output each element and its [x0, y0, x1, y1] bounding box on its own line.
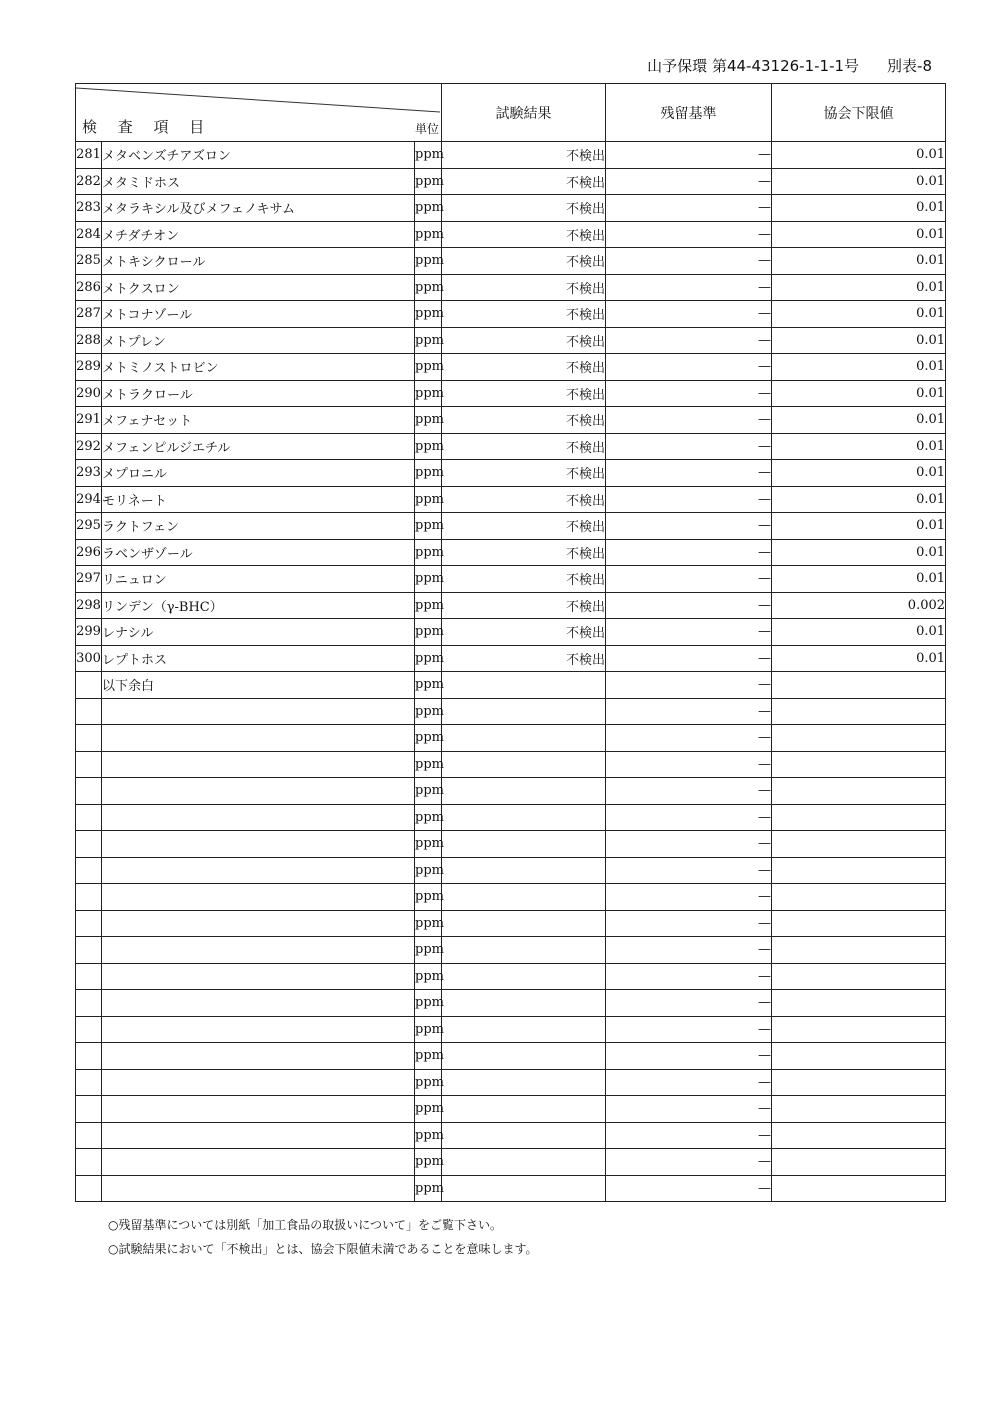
row-item-name	[102, 910, 415, 937]
table-row	[76, 248, 946, 275]
row-limit: 0.01	[772, 327, 946, 354]
row-standard: —	[606, 1043, 772, 1070]
row-number	[76, 857, 102, 884]
row-standard: —	[606, 195, 772, 222]
row-item-name: メトプレン	[102, 327, 415, 354]
row-number: 296	[76, 539, 102, 566]
row-result	[442, 672, 606, 699]
row-result	[442, 1149, 606, 1176]
row-unit: ppm	[415, 486, 442, 513]
row-unit: ppm	[415, 1175, 442, 1202]
row-limit	[772, 990, 946, 1017]
table-row	[76, 963, 946, 990]
row-item-name: メフェナセット	[102, 407, 415, 434]
row-limit	[772, 1096, 946, 1123]
table-row	[76, 168, 946, 195]
table-row	[76, 672, 946, 699]
table-row	[76, 221, 946, 248]
row-standard: —	[606, 698, 772, 725]
row-result	[442, 698, 606, 725]
row-result: 不検出	[442, 142, 606, 169]
doc-number: 山予保環 第44-43126-1-1-1号	[647, 57, 860, 75]
table-row	[76, 1043, 946, 1070]
row-limit: 0.01	[772, 486, 946, 513]
row-limit	[772, 1069, 946, 1096]
table-row	[76, 884, 946, 911]
row-limit: 0.01	[772, 380, 946, 407]
row-unit: ppm	[415, 301, 442, 328]
table-row	[76, 1016, 946, 1043]
row-number: 283	[76, 195, 102, 222]
results-table	[75, 83, 946, 1202]
row-unit: ppm	[415, 354, 442, 381]
row-limit	[772, 831, 946, 858]
row-item-name	[102, 990, 415, 1017]
row-result: 不検出	[442, 539, 606, 566]
row-standard: —	[606, 248, 772, 275]
table-row	[76, 407, 946, 434]
row-number	[76, 1175, 102, 1202]
row-number	[76, 672, 102, 699]
row-limit: 0.01	[772, 645, 946, 672]
row-result	[442, 884, 606, 911]
row-unit: ppm	[415, 751, 442, 778]
table-row	[76, 725, 946, 752]
table-row	[76, 566, 946, 593]
row-item-name	[102, 1043, 415, 1070]
row-result	[442, 1175, 606, 1202]
row-standard: —	[606, 672, 772, 699]
table-row	[76, 804, 946, 831]
row-number	[76, 725, 102, 752]
table-row	[76, 142, 946, 169]
row-item-name: リンデン（γ-BHC）	[102, 592, 415, 619]
row-unit: ppm	[415, 274, 442, 301]
row-standard: —	[606, 1122, 772, 1149]
row-item-name	[102, 1149, 415, 1176]
table-row	[76, 645, 946, 672]
row-item-name	[102, 804, 415, 831]
table-row	[76, 1149, 946, 1176]
table-header	[76, 84, 946, 142]
row-result	[442, 1069, 606, 1096]
row-standard: —	[606, 380, 772, 407]
row-unit: ppm	[415, 778, 442, 805]
row-number	[76, 1149, 102, 1176]
row-result: 不検出	[442, 645, 606, 672]
table-row	[76, 327, 946, 354]
row-number	[76, 937, 102, 964]
row-number	[76, 963, 102, 990]
row-result	[442, 937, 606, 964]
row-unit: ppm	[415, 221, 442, 248]
row-standard: —	[606, 963, 772, 990]
row-item-name	[102, 1069, 415, 1096]
row-result: 不検出	[442, 380, 606, 407]
row-number: 299	[76, 619, 102, 646]
table-row	[76, 937, 946, 964]
row-number	[76, 804, 102, 831]
row-number: 294	[76, 486, 102, 513]
row-number: 287	[76, 301, 102, 328]
table-row	[76, 778, 946, 805]
row-unit: ppm	[415, 910, 442, 937]
row-limit	[772, 884, 946, 911]
row-item-name: レナシル	[102, 619, 415, 646]
row-limit	[772, 672, 946, 699]
row-limit	[772, 1122, 946, 1149]
row-limit	[772, 857, 946, 884]
row-number: 285	[76, 248, 102, 275]
row-unit: ppm	[415, 1122, 442, 1149]
row-item-name	[102, 1096, 415, 1123]
row-item-name: リニュロン	[102, 566, 415, 593]
row-unit: ppm	[415, 195, 442, 222]
row-result: 不検出	[442, 221, 606, 248]
row-number: 292	[76, 433, 102, 460]
row-number: 282	[76, 168, 102, 195]
row-limit: 0.01	[772, 619, 946, 646]
row-unit: ppm	[415, 460, 442, 487]
row-result: 不検出	[442, 354, 606, 381]
row-item-name	[102, 725, 415, 752]
row-limit: 0.01	[772, 407, 946, 434]
header-limit: 協会下限値	[772, 84, 946, 142]
row-limit: 0.002	[772, 592, 946, 619]
row-item-name	[102, 698, 415, 725]
row-standard: —	[606, 1069, 772, 1096]
table-row	[76, 274, 946, 301]
row-limit: 0.01	[772, 274, 946, 301]
row-limit: 0.01	[772, 301, 946, 328]
row-result: 不検出	[442, 566, 606, 593]
row-standard: —	[606, 1149, 772, 1176]
row-standard: —	[606, 407, 772, 434]
table-row	[76, 857, 946, 884]
row-number: 298	[76, 592, 102, 619]
row-item-name: メトミノストロビン	[102, 354, 415, 381]
row-number: 286	[76, 274, 102, 301]
row-item-name: メフェンピルジエチル	[102, 433, 415, 460]
row-unit: ppm	[415, 566, 442, 593]
row-result	[442, 963, 606, 990]
table-row	[76, 910, 946, 937]
row-limit	[772, 1043, 946, 1070]
table-row	[76, 380, 946, 407]
row-item-name	[102, 937, 415, 964]
row-item-name: 以下余白	[102, 672, 415, 699]
appendix-label: 別表-8	[887, 57, 932, 75]
row-standard: —	[606, 831, 772, 858]
row-limit	[772, 963, 946, 990]
row-unit: ppm	[415, 539, 442, 566]
row-item-name: メトラクロール	[102, 380, 415, 407]
row-standard: —	[606, 910, 772, 937]
row-limit	[772, 804, 946, 831]
row-number: 300	[76, 645, 102, 672]
table-row	[76, 592, 946, 619]
row-item-name: メタミドホス	[102, 168, 415, 195]
row-standard: —	[606, 301, 772, 328]
row-unit: ppm	[415, 857, 442, 884]
table-row	[76, 1122, 946, 1149]
row-limit: 0.01	[772, 142, 946, 169]
row-result	[442, 725, 606, 752]
row-item-name: モリネート	[102, 486, 415, 513]
row-item-name: メチダチオン	[102, 221, 415, 248]
row-unit: ppm	[415, 725, 442, 752]
row-result: 不検出	[442, 168, 606, 195]
header-item-cell	[76, 84, 442, 142]
table-row	[76, 195, 946, 222]
row-number	[76, 698, 102, 725]
row-number	[76, 1069, 102, 1096]
row-unit: ppm	[415, 327, 442, 354]
row-limit: 0.01	[772, 248, 946, 275]
row-unit: ppm	[415, 1016, 442, 1043]
row-result	[442, 751, 606, 778]
table-row	[76, 698, 946, 725]
row-unit: ppm	[415, 248, 442, 275]
row-unit: ppm	[415, 884, 442, 911]
row-result	[442, 1122, 606, 1149]
row-unit: ppm	[415, 380, 442, 407]
row-item-name: メトクスロン	[102, 274, 415, 301]
row-number: 289	[76, 354, 102, 381]
row-unit: ppm	[415, 592, 442, 619]
row-result: 不検出	[442, 248, 606, 275]
row-number: 290	[76, 380, 102, 407]
row-result: 不検出	[442, 513, 606, 540]
row-standard: —	[606, 990, 772, 1017]
row-unit: ppm	[415, 831, 442, 858]
row-standard: —	[606, 857, 772, 884]
row-number: 295	[76, 513, 102, 540]
table-row	[76, 619, 946, 646]
row-standard: —	[606, 274, 772, 301]
table-row	[76, 1175, 946, 1202]
notes	[108, 1213, 538, 1261]
table-row	[76, 1069, 946, 1096]
row-standard: —	[606, 884, 772, 911]
row-unit: ppm	[415, 1043, 442, 1070]
row-item-name: メトコナゾール	[102, 301, 415, 328]
row-unit: ppm	[415, 407, 442, 434]
row-unit: ppm	[415, 963, 442, 990]
row-result: 不検出	[442, 486, 606, 513]
row-standard: —	[606, 168, 772, 195]
row-unit: ppm	[415, 672, 442, 699]
row-limit: 0.01	[772, 566, 946, 593]
row-standard: —	[606, 1096, 772, 1123]
row-unit: ppm	[415, 1096, 442, 1123]
row-result: 不検出	[442, 592, 606, 619]
header-item-label: 検 査 項 目	[82, 118, 213, 136]
row-limit	[772, 778, 946, 805]
row-number: 297	[76, 566, 102, 593]
note-line: ○残留基準については別紙「加工食品の取扱いについて」をご覧下さい。	[108, 1218, 502, 1232]
table-row	[76, 539, 946, 566]
row-limit: 0.01	[772, 460, 946, 487]
row-result: 不検出	[442, 274, 606, 301]
row-number	[76, 831, 102, 858]
row-number	[76, 910, 102, 937]
row-unit: ppm	[415, 804, 442, 831]
row-number	[76, 1096, 102, 1123]
row-standard: —	[606, 937, 772, 964]
header-result: 試験結果	[442, 84, 606, 142]
row-unit: ppm	[415, 990, 442, 1017]
table-row	[76, 1096, 946, 1123]
row-limit: 0.01	[772, 354, 946, 381]
row-standard: —	[606, 513, 772, 540]
row-standard: —	[606, 221, 772, 248]
row-standard: —	[606, 460, 772, 487]
row-item-name	[102, 1016, 415, 1043]
row-item-name: メタラキシル及びメフェノキサム	[102, 195, 415, 222]
row-standard: —	[606, 354, 772, 381]
row-standard: —	[606, 1016, 772, 1043]
row-result	[442, 1096, 606, 1123]
row-number	[76, 751, 102, 778]
row-unit: ppm	[415, 698, 442, 725]
row-limit: 0.01	[772, 513, 946, 540]
row-result	[442, 1016, 606, 1043]
row-limit: 0.01	[772, 195, 946, 222]
row-standard: —	[606, 486, 772, 513]
table-row	[76, 831, 946, 858]
row-item-name	[102, 778, 415, 805]
row-number	[76, 884, 102, 911]
row-result	[442, 831, 606, 858]
row-result: 不検出	[442, 460, 606, 487]
header-unit-label: 単位	[415, 122, 440, 136]
note-line: ○試験結果において「不検出」とは、協会下限値未満であることを意味します。	[108, 1242, 538, 1256]
row-limit	[772, 725, 946, 752]
row-unit: ppm	[415, 1149, 442, 1176]
row-standard: —	[606, 327, 772, 354]
row-limit: 0.01	[772, 168, 946, 195]
row-limit	[772, 698, 946, 725]
row-result	[442, 857, 606, 884]
row-standard: —	[606, 645, 772, 672]
row-item-name	[102, 751, 415, 778]
row-item-name	[102, 1122, 415, 1149]
row-item-name	[102, 963, 415, 990]
row-number: 288	[76, 327, 102, 354]
row-item-name: メトキシクロール	[102, 248, 415, 275]
row-standard: —	[606, 725, 772, 752]
row-standard: —	[606, 1175, 772, 1202]
row-standard: —	[606, 433, 772, 460]
row-result: 不検出	[442, 301, 606, 328]
row-standard: —	[606, 566, 772, 593]
row-result	[442, 910, 606, 937]
row-unit: ppm	[415, 433, 442, 460]
row-result: 不検出	[442, 619, 606, 646]
row-limit	[772, 1149, 946, 1176]
row-limit	[772, 1016, 946, 1043]
row-limit	[772, 937, 946, 964]
row-standard: —	[606, 804, 772, 831]
row-result: 不検出	[442, 407, 606, 434]
table-row	[76, 486, 946, 513]
row-limit	[772, 910, 946, 937]
row-result: 不検出	[442, 327, 606, 354]
table-row	[76, 354, 946, 381]
row-item-name: メプロニル	[102, 460, 415, 487]
row-number	[76, 990, 102, 1017]
header-standard: 残留基準	[606, 84, 772, 142]
row-item-name: メタベンズチアズロン	[102, 142, 415, 169]
row-unit: ppm	[415, 619, 442, 646]
table-row	[76, 433, 946, 460]
row-number: 291	[76, 407, 102, 434]
table-row	[76, 990, 946, 1017]
row-item-name: ラベンザゾール	[102, 539, 415, 566]
row-result	[442, 804, 606, 831]
row-item-name	[102, 831, 415, 858]
row-item-name: ラクトフェン	[102, 513, 415, 540]
row-unit: ppm	[415, 168, 442, 195]
row-number	[76, 1043, 102, 1070]
row-result: 不検出	[442, 433, 606, 460]
table-row	[76, 751, 946, 778]
row-number	[76, 778, 102, 805]
row-item-name	[102, 1175, 415, 1202]
table-row	[76, 460, 946, 487]
row-standard: —	[606, 778, 772, 805]
row-standard: —	[606, 592, 772, 619]
row-item-name: レプトホス	[102, 645, 415, 672]
row-limit	[772, 1175, 946, 1202]
row-unit: ppm	[415, 142, 442, 169]
row-number: 284	[76, 221, 102, 248]
row-unit: ppm	[415, 1069, 442, 1096]
row-limit	[772, 751, 946, 778]
row-result: 不検出	[442, 195, 606, 222]
row-standard: —	[606, 539, 772, 566]
row-item-name	[102, 884, 415, 911]
row-limit: 0.01	[772, 539, 946, 566]
row-result	[442, 1043, 606, 1070]
row-result	[442, 990, 606, 1017]
row-limit: 0.01	[772, 433, 946, 460]
row-unit: ppm	[415, 937, 442, 964]
table-row	[76, 513, 946, 540]
row-standard: —	[606, 751, 772, 778]
row-standard: —	[606, 142, 772, 169]
row-number	[76, 1016, 102, 1043]
row-limit: 0.01	[772, 221, 946, 248]
row-unit: ppm	[415, 645, 442, 672]
table-row	[76, 301, 946, 328]
row-standard: —	[606, 619, 772, 646]
document-reference	[619, 55, 932, 76]
table-body	[76, 142, 946, 1202]
row-item-name	[102, 857, 415, 884]
row-number	[76, 1122, 102, 1149]
row-number: 293	[76, 460, 102, 487]
row-result	[442, 778, 606, 805]
row-unit: ppm	[415, 513, 442, 540]
row-number: 281	[76, 142, 102, 169]
